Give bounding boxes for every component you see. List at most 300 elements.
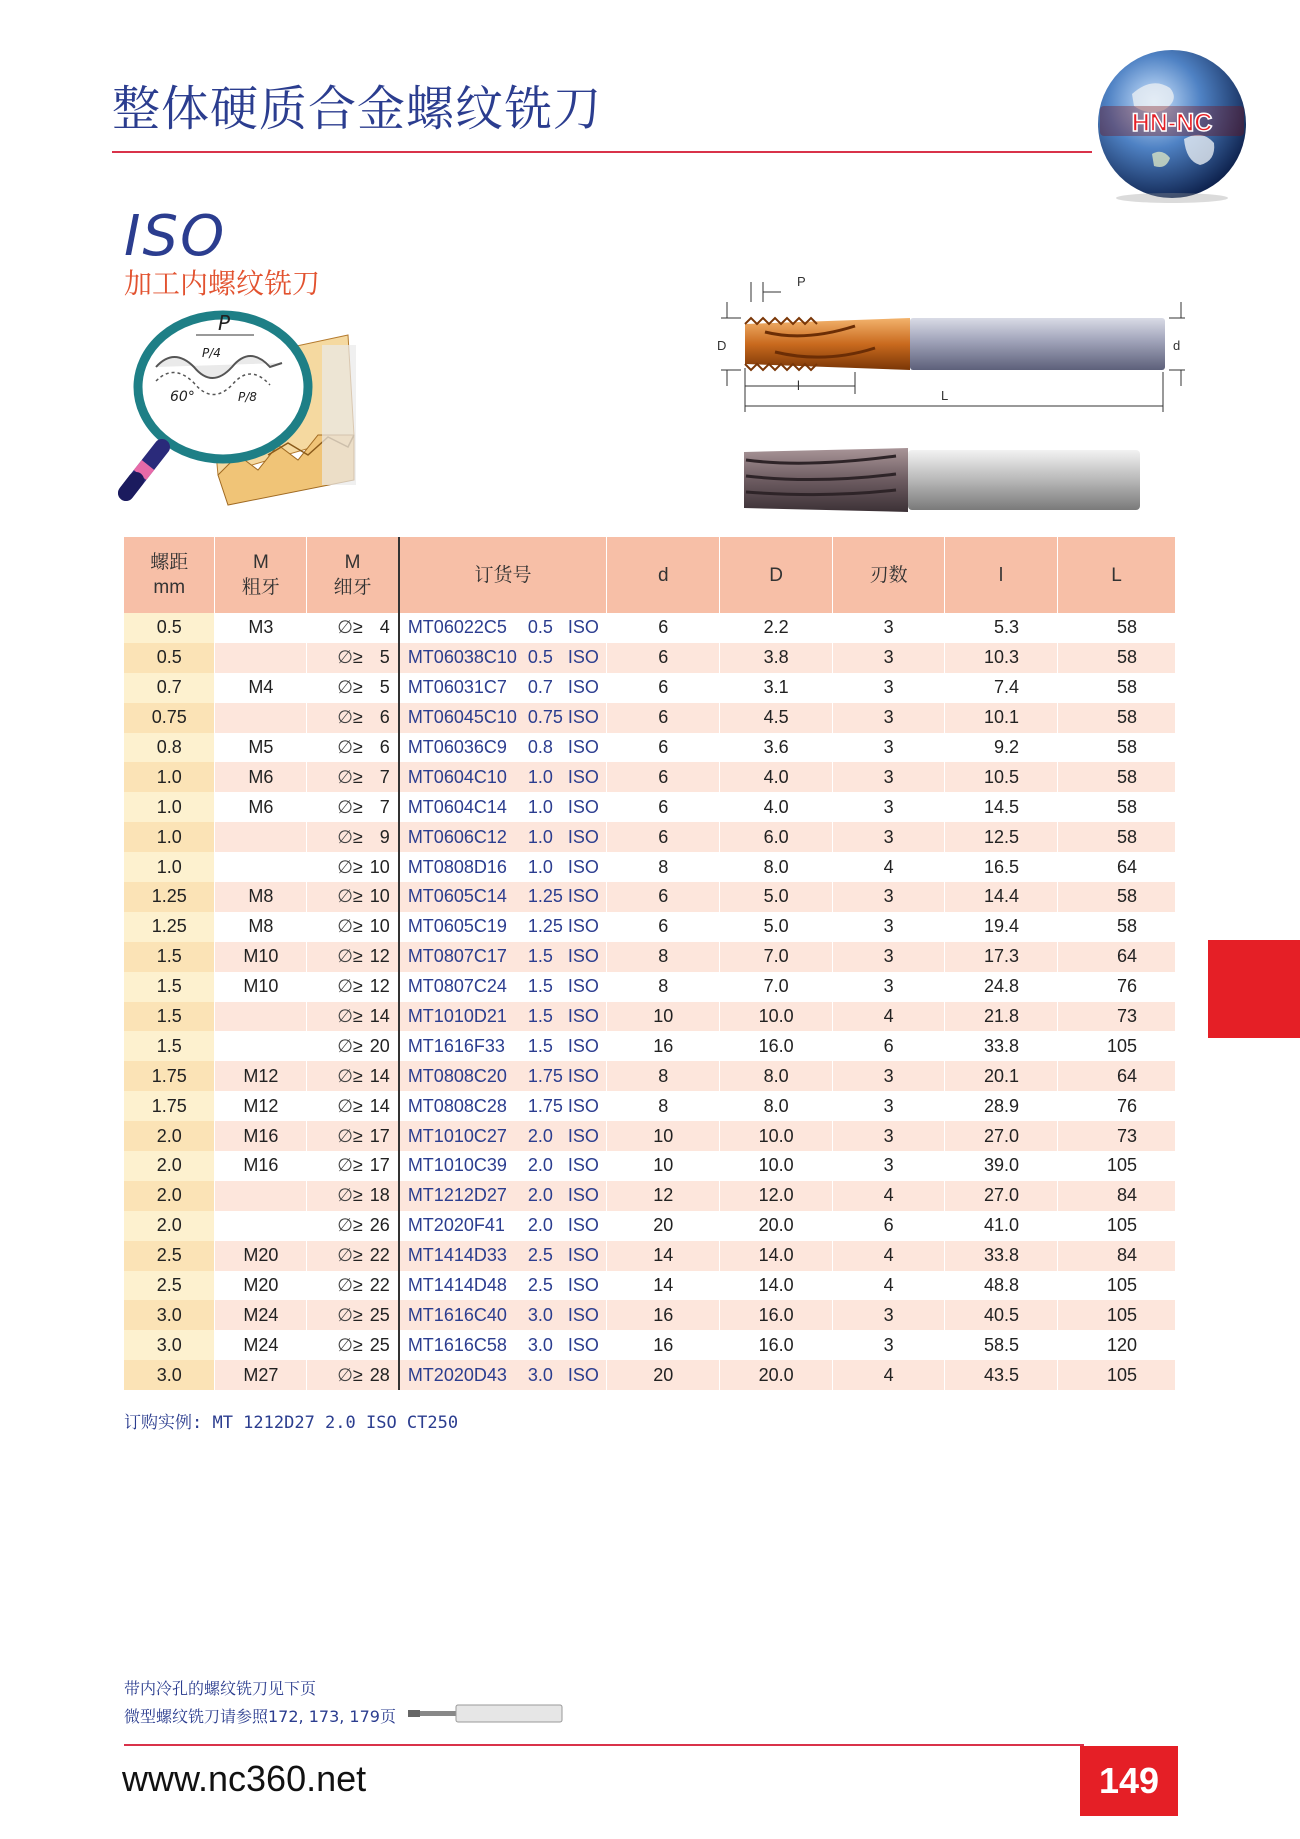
cell-fine [307, 1330, 399, 1360]
cell-D: 5.0 [720, 912, 833, 942]
order-standard: ISO [567, 647, 599, 668]
fine-value: 7 [379, 796, 390, 817]
cell-L: 58 [1057, 703, 1175, 733]
order-pitch: 1.5 [527, 1035, 553, 1056]
order-standard: ISO [567, 737, 599, 757]
cell-flutes: 4 [833, 1241, 945, 1271]
cell-flutes: 3 [833, 1300, 945, 1330]
table-row [124, 1330, 1176, 1360]
cell-l: 43.5 [945, 1360, 1058, 1390]
cell-L: 58 [1057, 673, 1175, 703]
cell-D: 16.0 [720, 1300, 833, 1330]
cell-L: 64 [1057, 942, 1175, 972]
order-pitch: 0.8 [527, 737, 553, 757]
cell-d: 6 [607, 673, 720, 703]
diameter-icon: ∅ [337, 766, 353, 787]
cell-L: 84 [1057, 1241, 1175, 1271]
gte-symbol: ≥ [352, 886, 363, 907]
order-standard: ISO [567, 946, 599, 967]
order-standard: ISO [567, 1215, 599, 1236]
gte-symbol: ≥ [352, 1364, 363, 1385]
gte-symbol: ≥ [352, 1334, 363, 1355]
order-code: MT1010C39 [407, 1155, 507, 1176]
cell-pitch: 1.75 [124, 1091, 215, 1121]
cell-l: 12.5 [945, 822, 1058, 852]
cell-order-number [399, 882, 607, 912]
cell-pitch: 2.0 [124, 1181, 215, 1211]
order-standard: ISO [567, 1245, 599, 1266]
table-row [124, 1002, 1176, 1032]
cell-order-number [399, 1061, 607, 1091]
order-code: MT0808C20 [407, 1065, 507, 1086]
gte-symbol: ≥ [352, 737, 363, 757]
section-subtitle: 加工内螺纹铣刀 [124, 267, 321, 300]
cell-D: 20.0 [720, 1211, 833, 1241]
cell-flutes: 3 [833, 912, 945, 942]
cell-d: 16 [607, 1330, 720, 1360]
tool-dimension-diagram [705, 272, 1185, 422]
fine-value: 14 [369, 1006, 390, 1027]
cell-D: 3.6 [720, 733, 833, 763]
cell-l: 10.1 [945, 703, 1058, 733]
cell-pitch: 2.0 [124, 1121, 215, 1151]
gte-symbol: ≥ [352, 916, 363, 937]
cell-fine [307, 882, 399, 912]
cell-pitch: 3.0 [124, 1330, 215, 1360]
table-row [124, 703, 1176, 733]
cell-L: 76 [1057, 972, 1175, 1002]
diameter-icon: ∅ [337, 1304, 353, 1325]
cell-fine [307, 643, 399, 673]
cell-D: 4.0 [720, 762, 833, 792]
order-standard: ISO [567, 617, 599, 638]
cell-d: 8 [607, 972, 720, 1002]
cell-order-number [399, 852, 607, 882]
cell-pitch: 1.25 [124, 882, 215, 912]
flank-diameter-label: D [717, 338, 727, 353]
cell-D: 16.0 [720, 1330, 833, 1360]
cell-L: 105 [1057, 1031, 1175, 1061]
diameter-icon: ∅ [337, 916, 353, 937]
cell-flutes: 3 [833, 1061, 945, 1091]
order-code: MT06022C5 [407, 617, 507, 638]
website-link[interactable]: www.nc360.net [122, 1758, 367, 1799]
cell-coarse: M16 [215, 1151, 307, 1181]
order-pitch: 2.5 [527, 1245, 553, 1266]
cell-pitch: 1.5 [124, 1002, 215, 1032]
gte-symbol: ≥ [352, 1304, 363, 1325]
page-title: 整体硬质合金螺纹铣刀 [112, 81, 603, 137]
diameter-icon: ∅ [337, 1125, 353, 1146]
table-row [124, 643, 1176, 673]
cell-D: 3.8 [720, 643, 833, 673]
cell-D: 4.5 [720, 703, 833, 733]
thread-profile-illustration [118, 305, 368, 515]
cell-l: 40.5 [945, 1300, 1058, 1330]
cell-L: 120 [1057, 1330, 1175, 1360]
cell-coarse: M27 [215, 1360, 307, 1390]
fine-value: 14 [369, 1095, 390, 1116]
cell-pitch: 2.5 [124, 1271, 215, 1301]
cell-d: 6 [607, 882, 720, 912]
cell-fine [307, 703, 399, 733]
cell-fine [307, 1061, 399, 1091]
table-header-row [124, 537, 1176, 613]
cell-l: 17.3 [945, 942, 1058, 972]
cell-D: 16.0 [720, 1031, 833, 1061]
cell-D: 8.0 [720, 1061, 833, 1091]
cell-fine [307, 1271, 399, 1301]
fine-value: 12 [369, 976, 390, 997]
gte-symbol: ≥ [352, 766, 363, 787]
fine-value: 6 [379, 737, 390, 757]
cell-D: 14.0 [720, 1271, 833, 1301]
cell-pitch: 0.5 [124, 613, 215, 643]
cell-pitch: 2.0 [124, 1211, 215, 1241]
fine-value: 22 [369, 1275, 390, 1296]
cell-D: 10.0 [720, 1002, 833, 1032]
header-flutes: 刃数 [833, 537, 945, 613]
fine-value: 20 [369, 1035, 390, 1056]
cell-order-number [399, 1211, 607, 1241]
table-row [124, 972, 1176, 1002]
cell-l: 33.8 [945, 1241, 1058, 1271]
order-code: MT0807C17 [407, 946, 507, 967]
cell-fine [307, 1151, 399, 1181]
gte-symbol: ≥ [352, 976, 363, 997]
cell-flutes: 3 [833, 822, 945, 852]
diameter-icon: ∅ [337, 1065, 353, 1086]
cell-l: 20.1 [945, 1061, 1058, 1091]
cell-flutes: 3 [833, 643, 945, 673]
order-code: MT1616C40 [407, 1304, 507, 1325]
order-pitch: 1.0 [527, 826, 553, 847]
order-code: MT1010C27 [407, 1125, 507, 1146]
cell-coarse: M12 [215, 1061, 307, 1091]
order-standard: ISO [567, 1065, 599, 1086]
cell-pitch: 0.75 [124, 703, 215, 733]
order-standard: ISO [567, 707, 599, 728]
fine-value: 5 [379, 677, 390, 698]
cell-flutes: 3 [833, 1330, 945, 1360]
diameter-icon: ∅ [337, 946, 353, 967]
table-row [124, 792, 1176, 822]
cell-flutes: 4 [833, 1002, 945, 1032]
gte-symbol: ≥ [352, 617, 363, 638]
cell-d: 6 [607, 733, 720, 763]
cell-l: 9.2 [945, 733, 1058, 763]
cell-coarse [215, 643, 307, 673]
cell-d: 8 [607, 1091, 720, 1121]
table-row [124, 1121, 1176, 1151]
cell-d: 14 [607, 1271, 720, 1301]
gte-symbol: ≥ [352, 677, 363, 698]
cell-D: 4.0 [720, 792, 833, 822]
diameter-icon: ∅ [337, 617, 353, 638]
fine-value: 6 [379, 707, 390, 728]
cell-D: 7.0 [720, 972, 833, 1002]
title-divider [112, 151, 1092, 153]
table-row [124, 1300, 1176, 1330]
gte-symbol: ≥ [352, 1125, 363, 1146]
table-row [124, 762, 1176, 792]
cell-l: 28.9 [945, 1091, 1058, 1121]
cell-pitch: 1.5 [124, 942, 215, 972]
fine-value: 10 [369, 916, 390, 937]
cell-D: 2.2 [720, 613, 833, 643]
order-code: MT0604C10 [407, 766, 507, 787]
cell-d: 6 [607, 643, 720, 673]
cell-fine [307, 1121, 399, 1151]
fine-value: 17 [369, 1125, 390, 1146]
cell-coarse [215, 852, 307, 882]
diameter-icon: ∅ [337, 1185, 353, 1206]
header-pitch: 螺距 mm [124, 537, 215, 613]
cell-pitch: 1.0 [124, 822, 215, 852]
cell-fine [307, 1181, 399, 1211]
fine-value: 5 [379, 647, 390, 668]
order-pitch: 1.25 [527, 916, 563, 937]
cell-d: 20 [607, 1360, 720, 1390]
fine-value: 17 [369, 1155, 390, 1176]
cell-coarse: M24 [215, 1300, 307, 1330]
cell-fine [307, 912, 399, 942]
cell-L: 84 [1057, 1181, 1175, 1211]
cell-flutes: 3 [833, 733, 945, 763]
cell-L: 105 [1057, 1271, 1175, 1301]
section-title: ISO [124, 204, 227, 269]
header-coarse: M 粗牙 [215, 537, 307, 613]
cell-l: 19.4 [945, 912, 1058, 942]
cell-D: 7.0 [720, 942, 833, 972]
cell-fine [307, 1360, 399, 1390]
cell-l: 10.5 [945, 762, 1058, 792]
gte-symbol: ≥ [352, 796, 363, 817]
diameter-icon: ∅ [337, 1215, 353, 1236]
cell-flutes: 3 [833, 1151, 945, 1181]
order-standard: ISO [567, 1155, 599, 1176]
cell-coarse: M10 [215, 942, 307, 972]
cell-fine [307, 1091, 399, 1121]
cell-order-number [399, 972, 607, 1002]
cell-L: 76 [1057, 1091, 1175, 1121]
order-standard: ISO [567, 677, 599, 698]
cell-d: 10 [607, 1121, 720, 1151]
header-order-number: 订货号 [399, 537, 607, 613]
side-tab-marker [1208, 940, 1300, 1038]
order-pitch: 3.0 [527, 1364, 553, 1385]
order-code: MT0808C28 [407, 1095, 507, 1116]
diameter-icon: ∅ [337, 647, 353, 668]
fine-value: 7 [379, 766, 390, 787]
cell-coarse: M12 [215, 1091, 307, 1121]
cell-d: 6 [607, 822, 720, 852]
cell-order-number [399, 733, 607, 763]
header-diameter-D: D [720, 537, 833, 613]
cell-l: 39.0 [945, 1151, 1058, 1181]
cell-flutes: 3 [833, 1121, 945, 1151]
gte-symbol: ≥ [352, 707, 363, 728]
fine-value: 4 [379, 617, 390, 638]
table-row [124, 613, 1176, 643]
order-pitch: 3.0 [527, 1334, 553, 1355]
order-code: MT06031C7 [407, 677, 507, 698]
diameter-icon: ∅ [337, 1245, 353, 1266]
fine-value: 9 [379, 826, 390, 847]
diameter-icon: ∅ [337, 1006, 353, 1027]
cell-pitch: 1.5 [124, 972, 215, 1002]
cell-l: 10.3 [945, 643, 1058, 673]
order-code: MT1010D21 [407, 1006, 507, 1027]
cell-fine [307, 852, 399, 882]
cell-order-number [399, 792, 607, 822]
spec-table [124, 537, 1176, 1390]
cell-L: 73 [1057, 1121, 1175, 1151]
diameter-icon: ∅ [337, 707, 353, 728]
order-code: MT06045C10 [407, 707, 517, 728]
table-row [124, 1031, 1176, 1061]
cell-l: 7.4 [945, 673, 1058, 703]
fine-value: 26 [369, 1215, 390, 1236]
cell-D: 12.0 [720, 1181, 833, 1211]
cell-fine [307, 1300, 399, 1330]
table-row [124, 1241, 1176, 1271]
cell-L: 58 [1057, 792, 1175, 822]
fine-value: 25 [369, 1304, 390, 1325]
pitch-quarter-label: P/4 [202, 346, 221, 360]
thread-angle-label: 60° [170, 389, 195, 405]
cell-D: 6.0 [720, 822, 833, 852]
hn-nc-globe-logo [1092, 44, 1252, 204]
footer-divider [124, 1744, 1084, 1746]
cell-pitch: 1.25 [124, 912, 215, 942]
cell-fine [307, 1002, 399, 1032]
cell-d: 16 [607, 1031, 720, 1061]
order-pitch: 1.75 [527, 1065, 563, 1086]
gte-symbol: ≥ [352, 1215, 363, 1236]
order-code: MT06036C9 [407, 737, 507, 757]
order-standard: ISO [567, 1125, 599, 1146]
order-code: MT0807C24 [407, 976, 507, 997]
cell-L: 58 [1057, 643, 1175, 673]
cell-pitch: 1.0 [124, 762, 215, 792]
fine-value: 28 [369, 1364, 390, 1385]
order-standard: ISO [567, 1334, 599, 1355]
order-standard: ISO [567, 1364, 599, 1385]
order-pitch: 2.0 [527, 1155, 553, 1176]
cell-d: 6 [607, 703, 720, 733]
pitch-eighth-label: P/8 [238, 390, 257, 404]
order-pitch: 2.0 [527, 1215, 553, 1236]
table-row [124, 1360, 1176, 1390]
cell-pitch: 2.5 [124, 1241, 215, 1271]
cell-L: 58 [1057, 613, 1175, 643]
cell-coarse: M4 [215, 673, 307, 703]
cell-L: 58 [1057, 762, 1175, 792]
cell-flutes: 3 [833, 762, 945, 792]
cell-order-number [399, 613, 607, 643]
order-standard: ISO [567, 886, 599, 907]
shank-diameter-label: d [1173, 338, 1181, 353]
cell-L: 105 [1057, 1300, 1175, 1330]
cell-l: 27.0 [945, 1121, 1058, 1151]
cell-order-number [399, 912, 607, 942]
order-code: MT1616C58 [407, 1334, 507, 1355]
order-pitch: 1.0 [527, 766, 553, 787]
cell-coarse: M8 [215, 882, 307, 912]
cell-d: 10 [607, 1002, 720, 1032]
cell-l: 5.3 [945, 613, 1058, 643]
gte-symbol: ≥ [352, 1035, 363, 1056]
order-pitch: 1.75 [527, 1095, 563, 1116]
table-row [124, 912, 1176, 942]
mini-tool-icon [408, 1702, 563, 1724]
cell-coarse: M10 [215, 972, 307, 1002]
cell-fine [307, 1241, 399, 1271]
note-coolant: 带内冷孔的螺纹铣刀见下页 [124, 1679, 317, 1698]
gte-symbol: ≥ [352, 1006, 363, 1027]
pitch-label: P [218, 311, 231, 335]
cell-flutes: 4 [833, 1181, 945, 1211]
cell-order-number [399, 942, 607, 972]
fine-value: 14 [369, 1065, 390, 1086]
cell-coarse: M20 [215, 1241, 307, 1271]
order-pitch: 1.25 [527, 886, 563, 907]
gte-symbol: ≥ [352, 647, 363, 668]
cell-coarse [215, 822, 307, 852]
cell-coarse: M5 [215, 733, 307, 763]
diameter-icon: ∅ [337, 737, 353, 757]
cell-order-number [399, 1091, 607, 1121]
table-row [124, 1061, 1176, 1091]
cell-flutes: 3 [833, 1091, 945, 1121]
table-row [124, 673, 1176, 703]
fine-value: 10 [369, 856, 390, 877]
cell-pitch: 1.0 [124, 852, 215, 882]
order-standard: ISO [567, 1275, 599, 1296]
gte-symbol: ≥ [352, 856, 363, 877]
cell-order-number [399, 822, 607, 852]
order-code: MT1616F33 [407, 1035, 505, 1056]
pitch-dimension-label: P [797, 274, 806, 289]
order-pitch: 2.0 [527, 1185, 553, 1206]
cell-coarse [215, 1031, 307, 1061]
cell-fine [307, 733, 399, 763]
cell-pitch: 1.75 [124, 1061, 215, 1091]
cell-fine [307, 1211, 399, 1241]
cell-flutes: 3 [833, 613, 945, 643]
header-total-length-L: L [1057, 537, 1175, 613]
order-code: MT0605C19 [407, 916, 507, 937]
order-standard: ISO [567, 916, 599, 937]
order-pitch: 0.7 [527, 677, 553, 698]
cell-d: 8 [607, 942, 720, 972]
order-code: MT0808D16 [407, 856, 507, 877]
cell-pitch: 3.0 [124, 1300, 215, 1330]
cell-flutes: 3 [833, 703, 945, 733]
gte-symbol: ≥ [352, 1095, 363, 1116]
table-row [124, 1091, 1176, 1121]
cell-flutes: 6 [833, 1211, 945, 1241]
cell-L: 64 [1057, 852, 1175, 882]
cell-d: 6 [607, 762, 720, 792]
cell-flutes: 3 [833, 673, 945, 703]
cell-coarse: M3 [215, 613, 307, 643]
order-pitch: 2.0 [527, 1125, 553, 1146]
cell-order-number [399, 1031, 607, 1061]
cell-L: 105 [1057, 1211, 1175, 1241]
cell-L: 58 [1057, 912, 1175, 942]
